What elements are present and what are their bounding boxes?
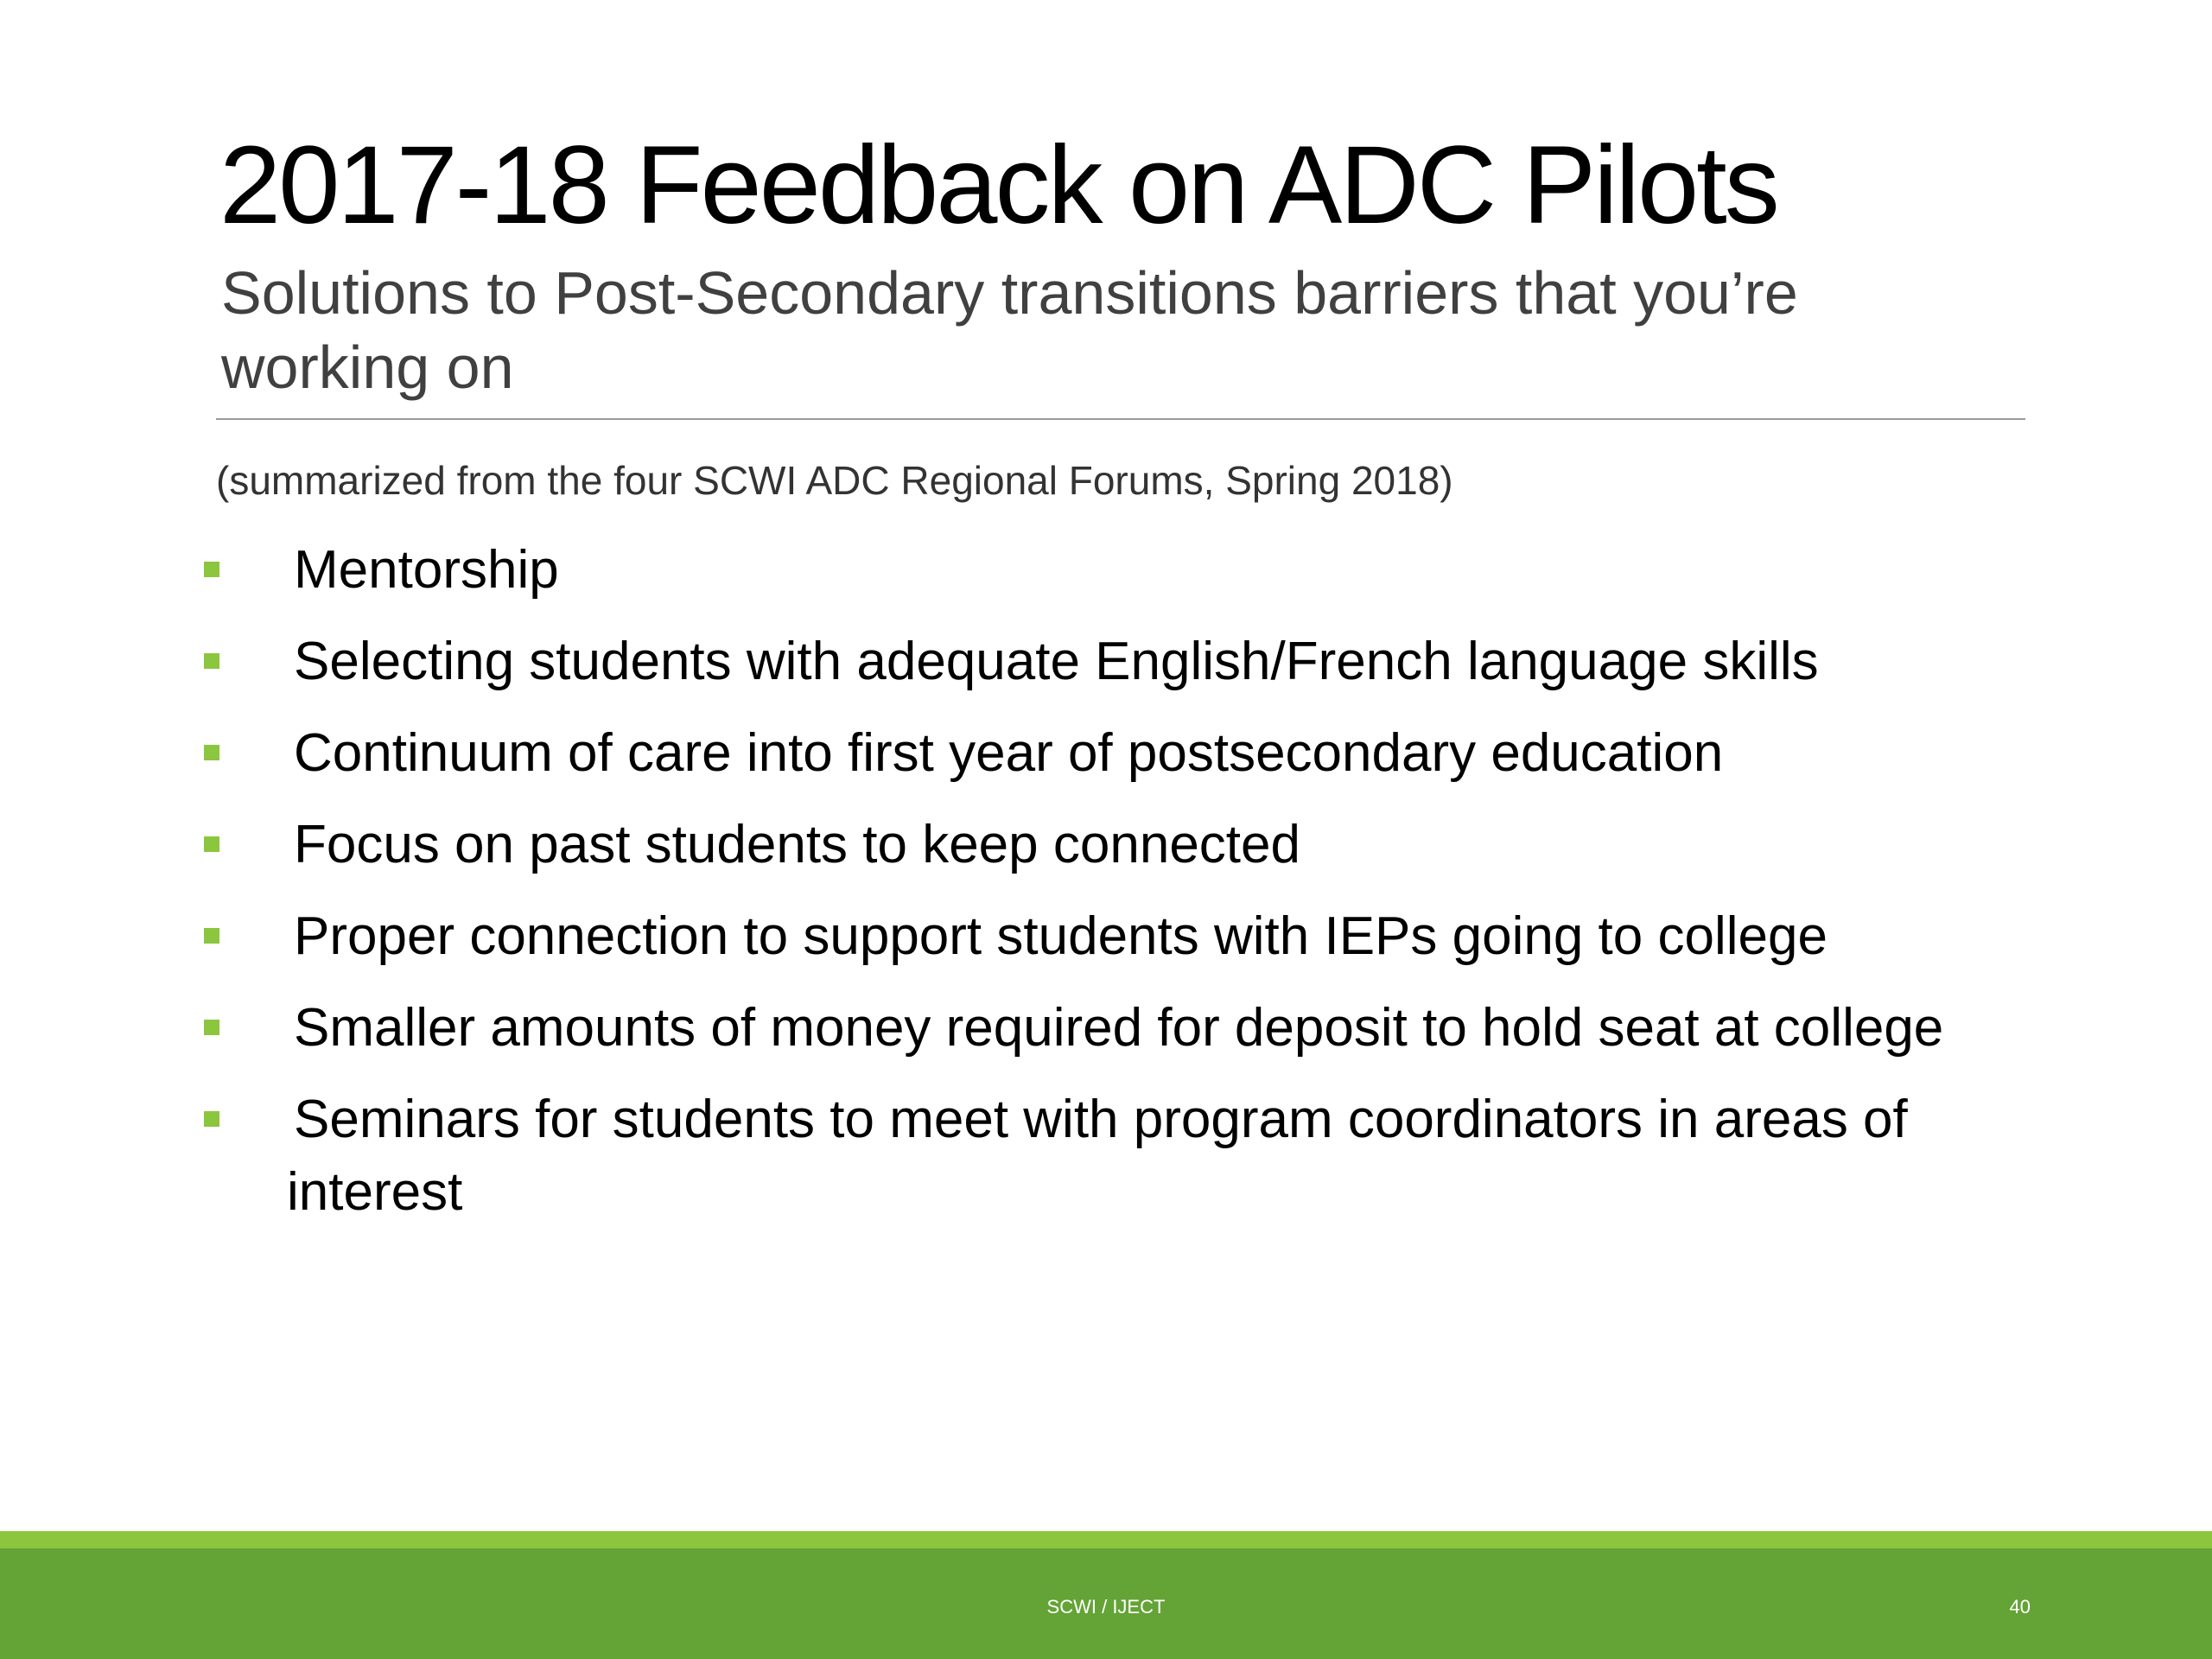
- bullet-item: [202, 626, 2043, 698]
- square-bullet-icon: [204, 836, 219, 852]
- title-divider: [216, 418, 2025, 420]
- page-number: 40: [2009, 1596, 2031, 1618]
- bullet-text: Proper connection to support students with IEPs going to college: [294, 906, 1827, 966]
- footer-accent-stripe: [0, 1531, 2212, 1548]
- square-bullet-icon: [204, 1111, 219, 1127]
- square-bullet-icon: [204, 745, 219, 760]
- bullet-item: [202, 992, 2043, 1065]
- bullet-text: Continuum of care into first year of postsecondary education: [294, 723, 1724, 783]
- bullet-item: [202, 900, 2043, 973]
- square-bullet-icon: [204, 928, 219, 944]
- slide-title: 2017-18 Feedback on ADC Pilots: [219, 124, 1777, 247]
- bullet-item: [202, 534, 2043, 607]
- slide-subtitle: Solutions to Post-Secondary transitions barriers that you’re working on: [221, 259, 1798, 401]
- bullet-text: Mentorship: [294, 540, 559, 600]
- square-bullet-icon: [204, 1020, 219, 1035]
- bullet-item: [202, 1084, 2043, 1229]
- bullet-text: Seminars for students to meet with program coordinators in areas of interest: [287, 1090, 1908, 1222]
- bullet-text: Selecting students with adequate English/French language skills: [294, 632, 1819, 691]
- bullet-text: Smaller amounts of money required for deposit to hold seat at college: [294, 998, 1944, 1058]
- bullet-text: Focus on past students to keep connected: [294, 815, 1300, 874]
- bullet-item: [202, 809, 2043, 881]
- bullet-item: [202, 717, 2043, 790]
- square-bullet-icon: [204, 562, 219, 577]
- bullet-list: [202, 534, 2043, 1248]
- source-note: (summarized from the four SCWI ADC Regional Forums, Spring 2018): [216, 458, 1453, 503]
- footer-label: SCWI / IJECT: [1046, 1596, 1166, 1618]
- square-bullet-icon: [204, 653, 219, 669]
